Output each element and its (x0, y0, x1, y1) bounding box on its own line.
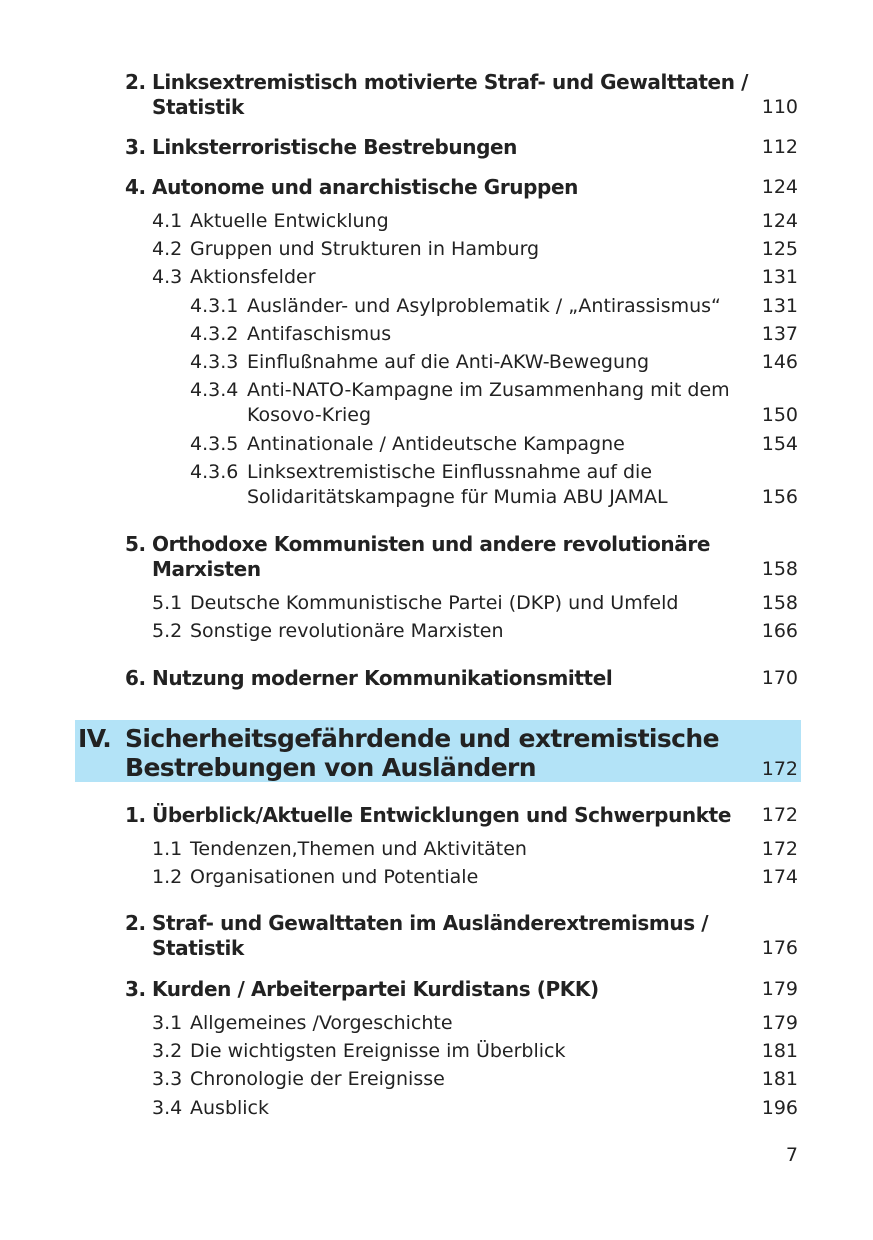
toc-entry-title: Linksterroristische Bestrebungen (152, 135, 518, 159)
toc-entry-title: Linksextremistische Einflussnahme auf die (247, 461, 653, 483)
toc-entry-page: 179 (761, 978, 798, 1000)
toc-entry-page: 112 (761, 136, 798, 158)
toc-entry-number: 3.1 (152, 1012, 183, 1034)
toc-entry-number: 4.2 (152, 238, 183, 260)
toc-entry-page: 172 (761, 838, 798, 860)
toc-entry-title: Ausländer- und Asylproblematik / „Antirassismus“ (247, 295, 721, 317)
toc-entry-number: 4. (125, 175, 146, 199)
toc-entry-page: 137 (761, 323, 798, 345)
toc-entry-page: 125 (761, 238, 798, 260)
toc-entry-page: 181 (761, 1040, 798, 1062)
toc-entry-title: Ausblick (190, 1097, 270, 1119)
toc-entry-page: 158 (761, 558, 798, 580)
toc-entry-page: 172 (761, 804, 798, 826)
toc-entry-page: 150 (761, 404, 798, 426)
toc-entry-title: Kurden / Arbeiterpartei Kurdistans (PKK) (152, 977, 599, 1001)
toc-entry-title: Chronologie der Ereignisse (190, 1068, 445, 1090)
toc-entry-number: 6. (125, 666, 146, 690)
page-number: 7 (785, 1144, 798, 1166)
toc-entry-page: 131 (761, 295, 798, 317)
toc-entry-page: 146 (761, 351, 798, 373)
toc-entry-title: Antinationale / Antideutsche Kampagne (247, 433, 625, 455)
toc-entry-number: 1.1 (152, 838, 183, 860)
toc-entry-number: 1.2 (152, 866, 183, 888)
toc-entry-title: Allgemeines /Vorgeschichte (190, 1012, 453, 1034)
toc-entry-page: 174 (761, 866, 798, 888)
toc-entry-number: 4.1 (152, 210, 183, 232)
toc-entry-number: 5. (125, 532, 146, 556)
toc-entry-page: 179 (761, 1012, 798, 1034)
toc-entry-title: Nutzung moderner Kommunikationsmittel (152, 666, 613, 690)
toc-entry-number: 4.3.1 (190, 295, 239, 317)
toc-entry-title: Linksextremistisch motivierte Straf- und Gewalttaten / (152, 70, 749, 94)
toc-entry-page: 154 (761, 433, 798, 455)
toc-entry-number: 2. (125, 911, 146, 935)
toc-entry-title: Sonstige revolutionäre Marxisten (190, 620, 504, 642)
toc-entry-page: 196 (761, 1097, 798, 1119)
toc-entry-page: 166 (761, 620, 798, 642)
toc-entry-title-cont: Solidaritätskampagne für Mumia ABU JAMAL (247, 486, 668, 508)
toc-entry-title: Gruppen und Strukturen in Hamburg (190, 238, 540, 260)
toc-entry-number: 4.3.4 (190, 379, 239, 401)
toc-entry-page: 156 (761, 486, 798, 508)
toc-entry-number: 4.3 (152, 266, 183, 288)
toc-entry-title: Autonome und anarchistische Gruppen (152, 175, 578, 199)
toc-entry-title-cont: Marxisten (152, 557, 261, 581)
toc-entry-number: 5.2 (152, 620, 183, 642)
toc-entry-title: Überblick/Aktuelle Entwicklungen und Schwerpunkte (152, 803, 731, 827)
toc-entry-number: 3. (125, 977, 146, 1001)
toc-chapter-title-cont: Bestrebungen von Ausländern (125, 753, 536, 782)
toc-entry-title-cont: Statistik (152, 936, 244, 960)
toc-entry-number: 1. (125, 803, 146, 827)
toc-entry-page: 176 (761, 937, 798, 959)
toc-entry-title: Aktionsfelder (190, 266, 316, 288)
toc-entry-title: Antifaschismus (247, 323, 392, 345)
toc-entry-page: 181 (761, 1068, 798, 1090)
toc-entry-title: Orthodoxe Kommunisten und andere revolutionäre (152, 532, 710, 556)
toc-entry-title: Tendenzen,Themen und Aktivitäten (190, 838, 527, 860)
toc-entry-title-cont: Statistik (152, 95, 244, 119)
toc-entry-number: 4.3.6 (190, 461, 239, 483)
toc-entry-number: 3.2 (152, 1040, 183, 1062)
toc-entry-number: 4.3.3 (190, 351, 239, 373)
toc-entry-title: Einflußnahme auf die Anti-AKW-Bewegung (247, 351, 650, 373)
toc-chapter-number: IV. (78, 724, 112, 753)
toc-entry-page: 124 (761, 176, 798, 198)
toc-entry-page: 131 (761, 266, 798, 288)
toc-entry-number: 3.3 (152, 1068, 183, 1090)
toc-entry-page: 110 (761, 96, 798, 118)
toc-entry-title: Anti-NATO-Kampagne im Zusammenhang mit dem (247, 379, 730, 401)
toc-entry-title: Straf- und Gewalttaten im Ausländerextremismus / (152, 911, 709, 935)
toc-entry-number: 3.4 (152, 1097, 183, 1119)
toc-entry-title: Die wichtigsten Ereignisse im Überblick (190, 1040, 566, 1062)
toc-entry-title: Deutsche Kommunistische Partei (DKP) und Umfeld (190, 592, 679, 614)
toc-entry-title-cont: Kosovo-Krieg (247, 404, 372, 426)
toc-entry-number: 5.1 (152, 592, 183, 614)
toc-entry-title: Aktuelle Entwicklung (190, 210, 389, 232)
toc-entry-page: 170 (761, 667, 798, 689)
toc-entry-number: 4.3.5 (190, 433, 239, 455)
toc-entry-number: 3. (125, 135, 146, 159)
toc-entry-number: 4.3.2 (190, 323, 239, 345)
toc-entry-title: Organisationen und Potentiale (190, 866, 479, 888)
toc-chapter-title: Sicherheitsgefährdende und extremistische (125, 724, 719, 753)
toc-entry-number: 2. (125, 70, 146, 94)
toc-entry-page: 158 (761, 592, 798, 614)
toc-entry-page: 124 (761, 210, 798, 232)
toc-chapter-page: 172 (761, 758, 798, 780)
